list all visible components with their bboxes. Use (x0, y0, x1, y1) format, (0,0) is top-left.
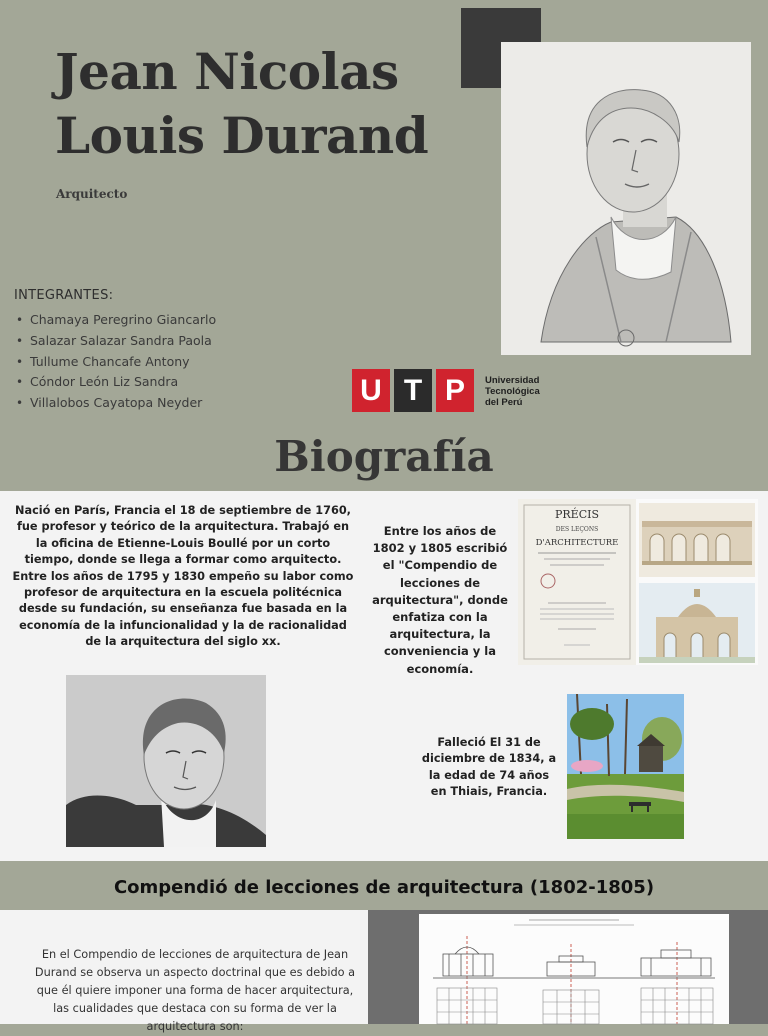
biography-heading: Biografía (274, 432, 494, 481)
members-list (16, 310, 216, 414)
compendium-heading: Compendió de lecciones de arquitectura (1802-1805) (113, 877, 655, 898)
logo-line-1: Universidad (485, 375, 540, 386)
title-line-2: Louis Durand (55, 106, 429, 165)
members-heading: INTEGRANTES: (14, 288, 114, 303)
precis-book-image (518, 499, 758, 665)
portrait-engraving-drawing (501, 42, 751, 355)
biography-paragraph-compendium: Entre los años de 1802 y 1805 escribió el "Compendio de lecciones de arquitectura", donde enfatiza con la arquitectura, la conveniencia y la economía. (372, 524, 508, 676)
compendium-plate-image (419, 914, 729, 1024)
member-item: • Tullume Chancafe Antony (16, 352, 216, 373)
compendium-panel (0, 910, 768, 1033)
biography-paragraph-death: Falleció El 31 de diciembre de 1834, a la edad de 74 años en Thiais, Francia. (421, 736, 557, 799)
precis-title-2: DES LEÇONS (555, 526, 599, 533)
member-item: • Villalobos Cayatopa Neyder (16, 393, 216, 414)
subtitle: Arquitecto (56, 187, 128, 201)
precis-title-3: D'ARCHITECTURE (535, 538, 619, 548)
member-item: • Salazar Salazar Sandra Paola (16, 331, 216, 352)
portrait-engraving (501, 42, 751, 355)
logo-letter-p: P (436, 369, 474, 412)
logo-letter-t: T (394, 369, 432, 412)
logo-university-name (485, 375, 540, 408)
compendium-plate-drawing (419, 914, 729, 1024)
tomb-park-drawing (567, 694, 684, 839)
logo-letter-u: U (352, 369, 390, 412)
compendium-text: En el Compendio de lecciones de arquitectura de Jean Durand se observa un aspecto doctrinal que es debido a que él quiere imponer una forma de hacer arquitectura, las cualidades que destaca con su forma de ver la arquitectura son: (34, 948, 356, 1033)
member-item: • Cóndor León Liz Sandra (16, 372, 216, 393)
precis-title-1: PRÉCIS (554, 508, 600, 521)
precis-book-drawing (518, 499, 758, 665)
logo-line-2: Tecnológica (485, 386, 540, 397)
utp-logo (352, 369, 548, 412)
biography-paragraph-birth: Nació en París, Francia el 18 de septiembre de 1760, fue profesor y teórico de la arquitectura. Trabajó en la oficina de Etienne-Louis Boullé por un corto tiempo, donde se llega a formar como arquitecto. Entre los años de 1795 y 1830 empeño su labor como profesor de arquitectura en la escuela politécnica desde su fundación, su enseñanza fue basada en la economía de la infuncionalidad y la de racionalidad de la arquitectura del siglo xx. (12, 504, 354, 649)
portrait-photo (66, 675, 266, 847)
page-title (55, 40, 475, 168)
biography-panel (0, 491, 768, 861)
tomb-park-photo (567, 694, 684, 839)
title-line-1: Jean Nicolas (55, 42, 399, 101)
logo-line-3: del Perú (485, 397, 523, 408)
portrait-photo-drawing (66, 675, 266, 847)
member-item: • Chamaya Peregrino Giancarlo (16, 310, 216, 331)
